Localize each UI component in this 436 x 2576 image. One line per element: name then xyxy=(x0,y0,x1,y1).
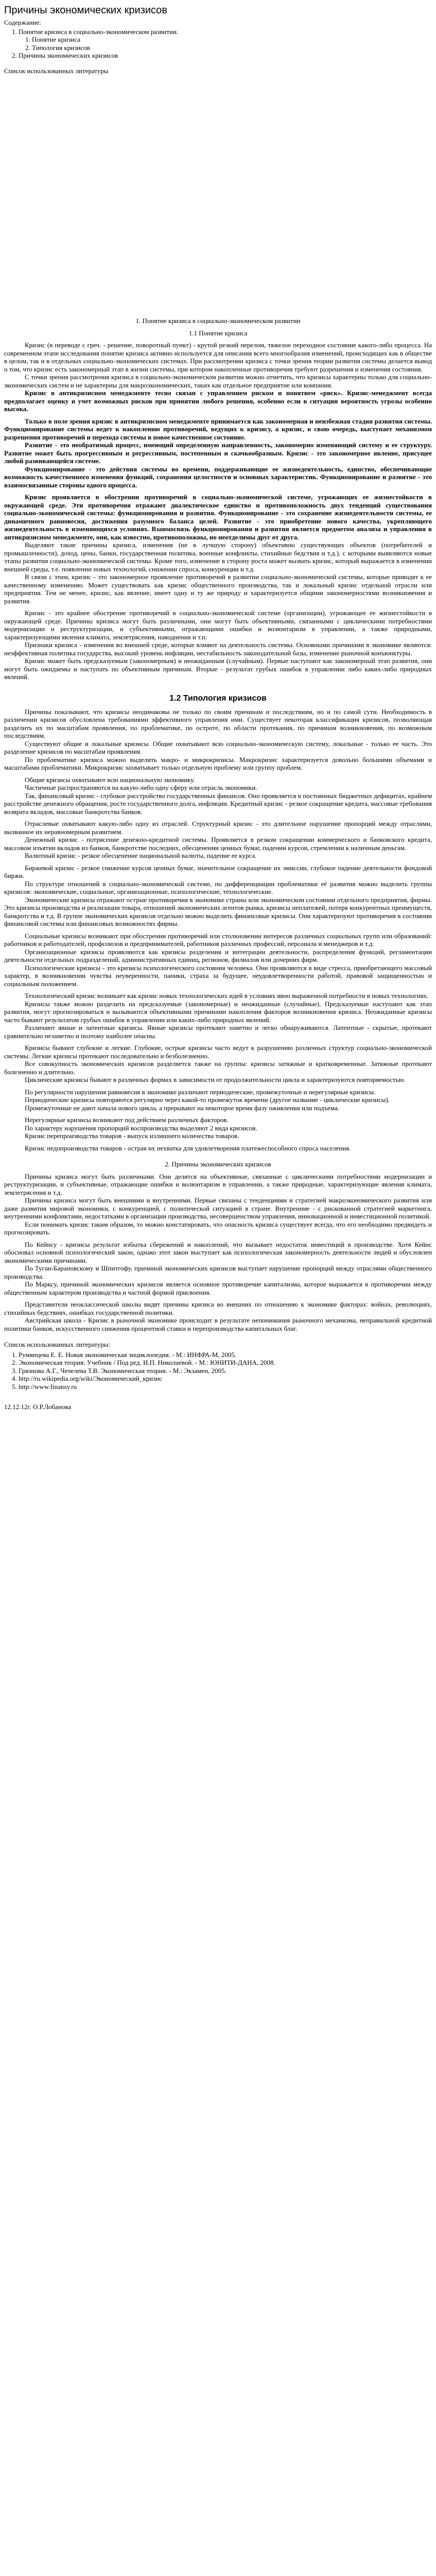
paragraph: По структуре отношений в социально-экономической системе, по дифференциации проблематики её развития можно выделить группы кризисов: экономические, социальные, организационные, психологические, технологические. xyxy=(4,879,432,895)
signature-line: 12.12.12г. О.Р.Лобанова xyxy=(4,1403,71,1411)
paragraph: Валютный кризис - резкое обесценение национальной валюты, падение ее курса. xyxy=(25,852,257,859)
toc-item[interactable]: 2. Причины экономических кризисов xyxy=(19,52,432,60)
paragraph: Различают явные и латентные кризисы. Явные кризисы протекают заметно и легко обнаруживаются. Латентные - скрытые, протекают сравнительно незаметно и поэтому наиболее опасны. xyxy=(4,1024,432,1040)
paragraph: Частичные распространяются на какую-либо одну сферу или отрасль экономики. xyxy=(25,784,257,791)
paragraph: Представители неоклассической школы видят причины кризиса во внешних по отношению к экономике факторах: войнах, революциях, стихийных бедствиях, ошибках государственной политики. xyxy=(4,1300,432,1316)
paragraph: Организационные кризисы проявляются как кризисы разделения и интеграции деятельности, распределения функций, регламентации деятельности отдельных подразделений, административных единиц, регионов, филиалов или дочерних фирм. xyxy=(4,947,432,963)
table-of-contents xyxy=(4,28,432,60)
paragraph: По регулярности нарушения равновесия в экономике различают периодические, промежуточные и нерегулярные кризисы. xyxy=(25,1088,376,1096)
paragraph: Денежный кризис - потрясение денежно-кредитной системы. Проявляется в резком сокращении коммерческого и банковского кредита, массовом изъятии вкладов из банков, банкротстве последних, обесценении ценных бумаг, падении курсов, стремлении к наличным деньгам. xyxy=(4,836,432,852)
paragraph: Признаки кризиса - изменения во внешней среде, которые влияют на деятельность системы. Основными причинами в экономике являются: неэффективная политика государства, высокий уровень инфляции, нестабильность законодательной базы, изменение рыночной конъюнктуры. xyxy=(4,641,432,657)
paragraph: Кризис перепроизводства товаров - выпуск излишнего количества товаров. xyxy=(25,1132,239,1140)
paragraph: С точки зрения рассмотрения кризиса в социально-экономическом развитии можно отметить, что кризисы характерны только для социально-экономических систем и не характерны для макроэкономических, таких как отдельное предприятие или компания. xyxy=(4,373,432,389)
section1-2-heading: 1.2 Типология кризисов xyxy=(169,693,267,703)
paragraph: Периодические кризисы повторяются регулярно через какой-то промежуток времени (другое название - циклические кризисы). xyxy=(25,1096,390,1104)
paragraph: По характеру нарушения пропорций воспроизводства выделяют 2 вида кризисов. xyxy=(25,1124,257,1132)
paragraph: По проблематике кризиса можно выделить макро- и микрокризисы. Макрокризис характеризуется довольно большими объемами и масштабами проблематики. Микрокризис захватывает только отдельную проблему или группу проблем. xyxy=(4,755,432,771)
paragraph: Только в поле зрения кризис в антикризисном менеджменте принимается как закономерная и неизбежная стадия развития системы. Функционирование системы ведет к накоплению противоречий, ведущих к кризису, а кризис, в свою очередь, выступает механизмом разрешения противоречий и перехода системы в новое качественное состояние. xyxy=(4,417,432,441)
section2-heading: 2. Причины экономических кризисов xyxy=(165,1160,271,1168)
paragraph: Кризис - это крайнее обострение противоречий в социально-экономической системе (организации), угрожающее ее жизнестойкости в окружающей среде. Причины кризиса могут быть различными, они могут быть объективными, связанными с циклическими потребностями модернизации и реструктуризации, и субъективными, отражающими ошибки и волюнтаризм в управлении, а также природными, характеризующими явления климата, землетрясения, наводнения и т.п. xyxy=(4,609,432,641)
paragraph: Экономические кризисы отражают острые противоречия в экономике страны или экономическом состоянии отдельного предприятия, фирмы. Это кризисы производства и реализации товара, отношений экономических агентов рынка, кризисы неплатежей, потеря конкурентных преимуществ, банкротства и т.д. В группе экономических кризисов отдельно можно выделить финансовые кризисы. Они характеризуют противоречия в состоянии финансовой системы или финансовых возможностях фирмы. xyxy=(4,895,432,927)
document-title: Причины экономических кризисов xyxy=(4,5,168,16)
references-list xyxy=(4,1351,432,1391)
reference-item: 5. http://www.finansy.ru xyxy=(19,1383,432,1391)
paragraph: Австрийская школа - Кризис в рыночной экономике происходит в результате непонимания рыночного механизма, неправильной кредитной политики банков, искусственного снижения процентной ставки и перепроизводства капитальных благ. xyxy=(4,1316,432,1332)
paragraph: Кризисы также можно разделить на предсказуемые (закономерные) и неожиданные (случайные). Предсказуемые наступают как этап развития, могут прогнозироваться и вызываются объективными причинами накопления факторов возникновения кризиса. Неожиданные кризисы часто бывают результатом грубых ошибок в управлении или каких-либо природных явлений. xyxy=(4,999,432,1024)
section1-2-body xyxy=(4,708,432,1153)
paragraph: Существуют общие и локальные кризисы. Общие охватывают всю социально-экономическую систему, локальные - только ее часть. Это разделение кризисов по масштабам проявления. xyxy=(4,739,432,755)
paragraph: По Кейнсу - кризисы результат избытка сбережений и накоплений, что вызывает недостаток инвестиций в производстве. Хотя Кейнс обосновал основной психологический закон, однако этот закон выступает как психологическая закономерность деятельности людей и обусловлен экономическими причинами. xyxy=(4,1240,432,1264)
paragraph: Общие кризисы охватывают всю национальную экономику. xyxy=(25,775,195,784)
paragraph: Функционирование - это действия системы во времени, поддерживающие ее жизнедеятельность, единство, обеспечивающие возможность качественного изменения функций, сохранения целостности и основных характеристик. Функционирование и развитие - это взаимосвязанные стороны одного процесса. xyxy=(4,465,432,489)
paragraph: Психологические кризисы - это кризисы психологического состояния человека. Они проявляются в виде стресса, приобретающего массовый характер, в возникновении чувства неуверенности, паники, страха за будущее, неудовлетворенности работой, правовой защищенностью и социальным положением. xyxy=(4,963,432,988)
paragraph: Так, финансовый кризис - глубокое расстройство государственных финансов. Оно проявляется в постоянных бюджетных дефицитах, крайнем расстройстве денежного обращения, росте государственного долга, инфляции. Кредитный кризис - резкое сокращение кредита, массовые требования возврата вкладов, массовые банкротства банков. xyxy=(4,791,432,816)
paragraph: Выделяют такие причины кризиса, изменения (не в лучшую сторону) объективно существующих объектов (потребителей и промышленности), доход, цены, банки, государственная политика, военные конфликты, стихийные бедствия и т.д.), с которыми выявляются новые этапы развития социально-экономической системы. Кроме того, изменение в сторону роста может вызвать кризис, который выражается в изменении внешней среды, т.е. появлении новых технологий, снижении спроса, конкуренции и т.д. xyxy=(4,541,432,573)
paragraph: По Марксу, причиной экономических кризисов является основное противоречие капитализма, которое выражается в противоречии между общественным характером производства и частной формой присвоения. xyxy=(4,1280,432,1296)
toc-label: Содержание: xyxy=(4,19,41,26)
section1-subheading: 1.1 Понятие кризиса xyxy=(188,329,248,337)
paragraph: Кризис проявляется в обострении противоречий в социально-экономической системе, угрожающих ее жизнестойкости в окружающей среде. Эти противоречия отражают диалектическое единство и противоположность двух тенденций существования социально-экономической системы: функционирования и развития. Функционирование - это сохранение жизнедеятельности системы, ее динамичного равновесия, достижения разумного баланса целей. Развитие - это приобретение нового качества, укрепляющего жизнедеятельность в изменяющихся условиях. Взаимосвязь функционирования и развития является предметом анализа и управления в антикризисном менеджменте, они, как известно, противоположны, но неотделимы друг от друга. xyxy=(4,493,432,541)
paragraph: Биржевой кризис - резкое снижение курсов ценных бумаг, значительное сокращение их эмиссии, глубокое падение деятельности фондовой биржи. xyxy=(4,863,432,879)
toc-refs-link[interactable]: Список использованных литературы xyxy=(4,66,109,75)
section1-body xyxy=(4,341,432,685)
paragraph: Кризис (в переводе с греч. - решение, поворотный пункт) - крутой резкий перелом, тяжелое переходное состояние какого-либо процесса. На современном этапе исследования понятие кризиса активно используется для описания всего многообразия изменений, происходящих как в обществе в целом, так и в отдельных социально-экономических системах. При рассмотрении кризиса с точки зрения теории развития системы делается вывод о том, что кризис есть закономерный этап в жизни системы, при котором накопленные противоречия требуют разрешения и изменения состояния. xyxy=(4,341,432,373)
paragraph: Отраслевые охватывают какую-либо одну из отраслей. Структурный кризис - это длительное нарушение пропорций между отраслями, вызванное их неравномерным развитием. xyxy=(4,820,432,836)
paragraph: Причины кризиса могут быть различными. Они делятся на объективные, связанные с циклическими потребностями модернизации и реструктуризации, и субъективные, отражающие ошибки и волюнтаризм в управлении, а также природные, характеризующие явления климата, землетрясения и т.д. xyxy=(4,1172,432,1196)
paragraph: В связи с этим, кризис - это закономерное проявление противоречий в развитии социально-экономической системы, которые приводят к ее качественному изменению. Может существовать как кризис общественного производства, так и локальный кризис отдельной отрасли или предприятия. Тем не менее, кризис, как явление, имеет одну и ту же природу и характеризуется общими закономерностями возникновения и развития. xyxy=(4,573,432,605)
paragraph: Причины кризиса могут быть внешними и внутренними. Первые связаны с тенденциями и стратегией макроэкономического развития или даже развития мировой экономики, с конкуренцией, с политической ситуацией в стране. Внутренние - с рискованной стратегией маркетинга, внутренними конфликтами, недостатками в организации производства, несовершенством управления, инновационной и инвестиционной политикой. xyxy=(4,1196,432,1220)
reference-item: 4. http://ru.wikipedia.org/wiki/Экономический_кризис xyxy=(19,1375,432,1383)
toc-subitem[interactable]: 1. Понятие кризиса xyxy=(32,36,432,44)
paragraph: Все совокупность экономических кризисов разделяется также на группы: кризисы затяжные и кратковременные. Затяжные протекают болезненно и длительно. xyxy=(4,1060,432,1076)
paragraph: Кризис может быть предсказуемым (закономерным) и неожиданным (случайным). Первые наступают как закономерный этап развития, они могут быть ожидаемы и наступать по объективным причинам. Вторые - результат грубых ошибок в управлении либо каких-либо природных явлений. xyxy=(4,657,432,681)
reference-item: 2. Экономическая теория: Учебник / Под ред. И.П. Николаевой. - М.: ЮНИТИ-ДАНА, 2008. xyxy=(19,1359,432,1367)
toc-subitem[interactable]: 2. Типология кризисов xyxy=(32,44,432,52)
paragraph: Социальные кризисы возникают при обострении противоречий или столкновении интересов различных социальных групп или образований: работников и работодателей, профсоюзов и предпринимателей, работников различных профессий, персонала и менеджеров и т.д. xyxy=(4,931,432,947)
section1-heading: 1. Понятие кризиса в социально-экономическом развитии xyxy=(135,317,301,325)
paragraph: Технологический кризис возникает как кризис новых технологических идей в условиях явно выраженной потребности в новых технологиях. xyxy=(25,992,429,999)
paragraph: Причины показывают, что кризисы неодинаковы не только по своим причинам и последствиям, но и по самой сути. Необходимость в различении кризисов обусловлена требованиями эффективного управления ими. Существует некоторая классификация кризисов, позволяющая разделить их по масштабам проявления, по проблематике, по остроте, по области протекания, по причинам возникновения, по возможным последствиям. xyxy=(4,707,432,739)
paragraph: Циклические кризисы бывают в различных формах в зависимости от продолжительности цикла и характеризуются повторяемостью. xyxy=(25,1076,406,1083)
paragraph: Промежуточные не дают начала нового цикла, а прерывают на некоторое время фазу оживления или подъема. xyxy=(25,1104,339,1112)
paragraph: Если понимать кризис таким образом, то можно констатировать, что опасность кризиса существует всегда, что его необходимо предвидеть и прогнозировать. xyxy=(4,1220,432,1236)
paragraph: Кризис в антикризисном менеджменте тесно связан с управлением риском и понятием «риск». Кризис-менеджмент всегда предполагает оценку и учет возможных рисков при принятии любого решения, особенно если в ситуации вероятность угрозы особенно высока. xyxy=(4,389,432,413)
paragraph: Нерегулярные кризисы возникают под действием различных факторов. xyxy=(25,1116,229,1124)
paragraph: По Туган-Барановскому и Шпитгофу, причиной экономических кризисов выступает нарушение пропорций между отраслями общественного производства. xyxy=(4,1264,432,1280)
paragraph: Развитие - это необратимый процесс, имеющий определенную направленность, закономерно изменяющий систему и ее структуру. Развитие может быть прогрессивным и регрессивным, постепенным и скачкообразным. Кризис - это закономерное явление, присущее любой развивающейся системе. xyxy=(4,441,432,465)
paragraph: Кризис недопроизводства товаров - острая их нехватка для удовлетворения платежеспособного спроса населения. xyxy=(25,1144,351,1152)
reference-item: 1. Румянцева Е. Е. Новая экономическая энциклопедия. - М.: ИНФРА-М, 2005. xyxy=(19,1351,432,1359)
toc-item[interactable]: 1. Понятие кризиса в социально-экономическом развитии. 1. Понятие кризиса 2. Типология кризисов xyxy=(19,28,432,52)
references-heading: Список использованных литературы: xyxy=(4,1341,111,1348)
paragraph: Кризисы бывают глубокие и легкие. Глубокие, острые кризисы часто ведут к разрушению различных структур социально-экономической системы. Легкие кризисы протекают последовательно и безболезненно. xyxy=(4,1044,432,1060)
reference-item: 3. Грязнова А.Г., Чечелева Т.В. Экономическая теория. - М.: Экзамен, 2005. xyxy=(19,1367,432,1375)
section2-body xyxy=(4,1173,432,1333)
